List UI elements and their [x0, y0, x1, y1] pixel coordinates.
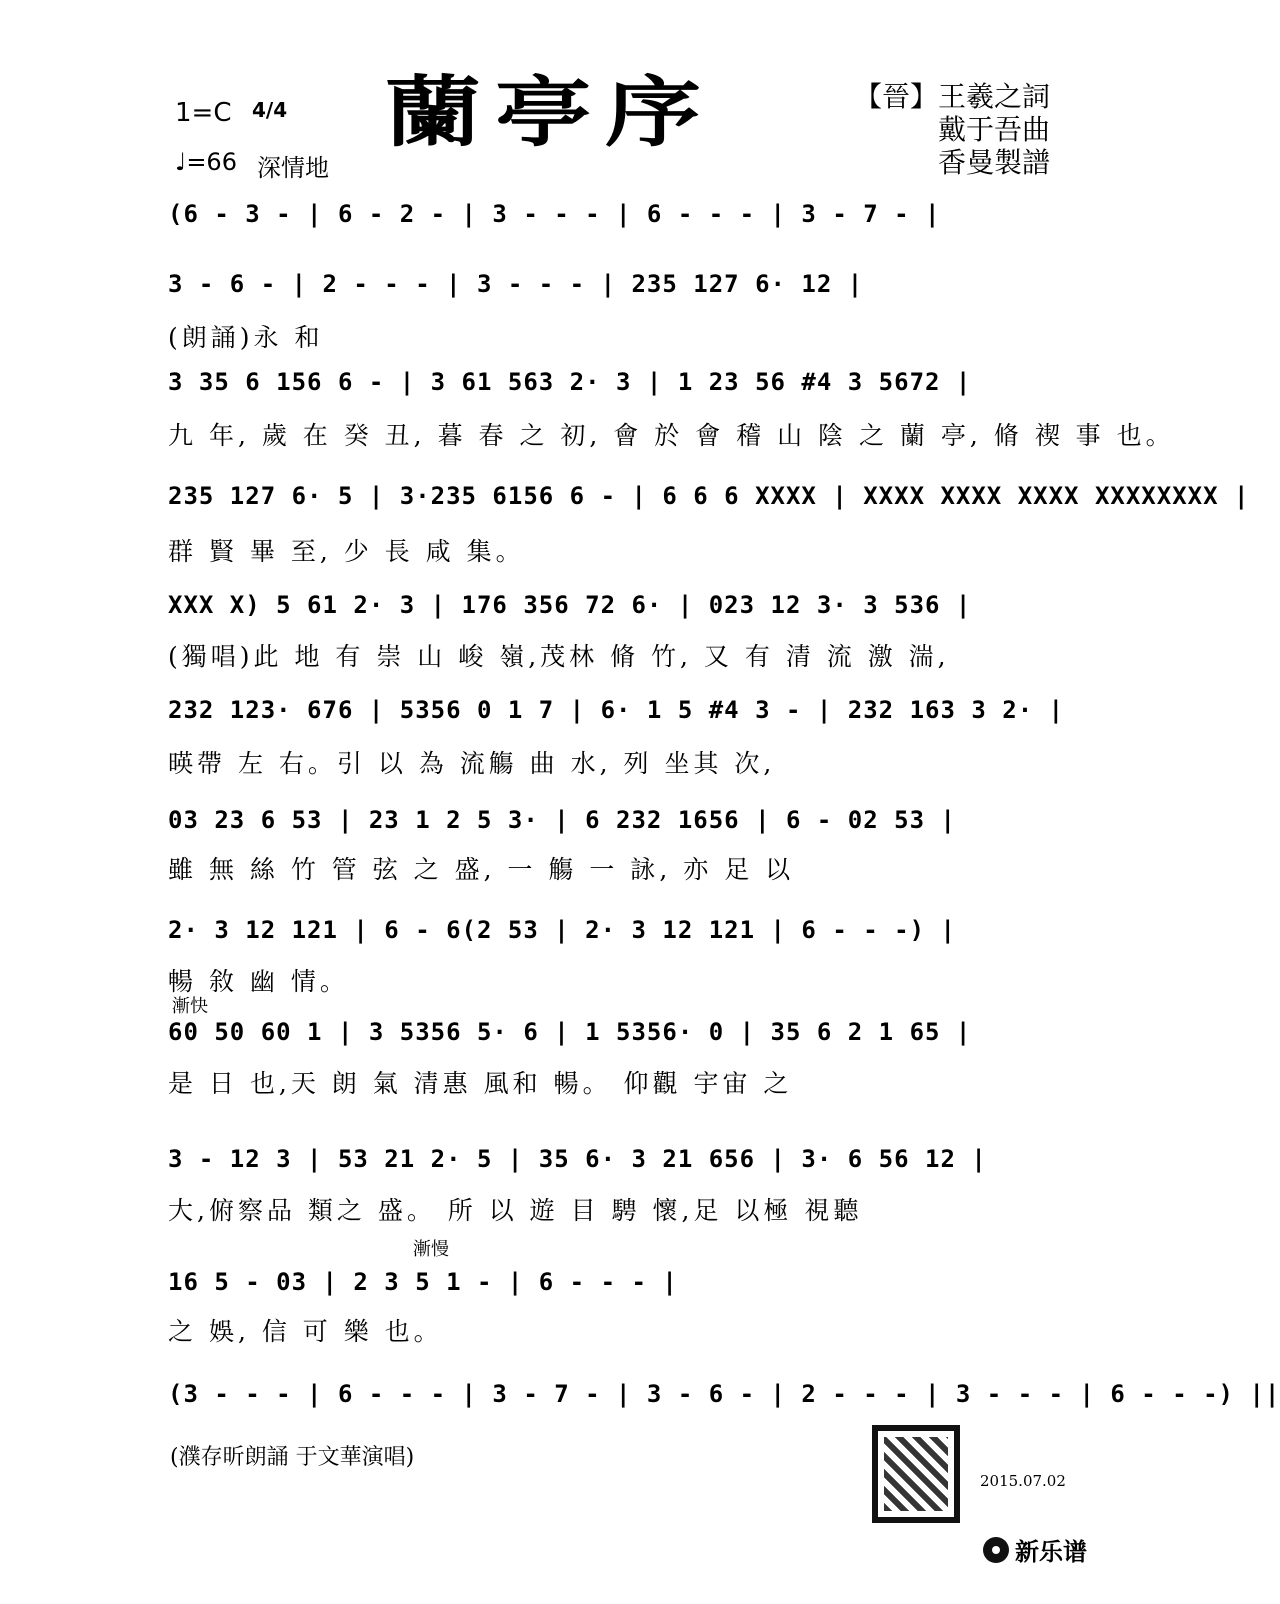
lyric-line: 之 娛, 信 可 樂 也。 [168, 1317, 443, 1346]
tempo-change-faster: 漸快 [172, 996, 208, 1017]
credits [854, 80, 1050, 179]
notation: 235 127 6· 5 | 3·235 6156 6 - | 6 6 6 XXXX | XXXX XXXX XXXX XXXXXXXX | [168, 482, 1250, 510]
seal-stamp [872, 1425, 960, 1523]
page-title: 蘭亭序 [385, 67, 715, 158]
score-line [168, 696, 1065, 778]
score-line [168, 368, 1175, 450]
score-line [168, 916, 1050, 996]
score-line [168, 1268, 1050, 1346]
notation: 60 50 60 1 | 3 5356 5· 6 | 1 5356· 0 | 35 6 2 1 65 | [168, 1018, 972, 1046]
notation: 2· 3 12 121 | 6 - 6(2 53 | 2· 3 12 121 | 6 - - -) | [168, 916, 956, 944]
arranger: 香曼製譜 [937, 146, 1050, 179]
score-line [168, 1145, 1050, 1225]
logo-text: 新乐谱 [1015, 1538, 1087, 1566]
lyricist: 【晉】王羲之詞 [853, 80, 1050, 113]
lyric-line: 大,俯察品 類之 盛。 所 以 遊 目 騁 懷,足 以極 視聽 [168, 1196, 863, 1225]
lyric-line: 九 年, 歲 在 癸 丑, 暮 春 之 初, 會 於 會 稽 山 陰 之 蘭 亭, 脩 禊 事 也。 [168, 421, 1175, 450]
lyric-line: 雖 無 絲 竹 管 弦 之 盛, 一 觴 一 詠, 亦 足 以 [168, 855, 795, 884]
notation: 03 23 6 53 | 23 1 2 5 3· | 6 232 1656 | 6 - 02 53 | [168, 806, 956, 834]
date: 2015.07.02 [980, 1472, 1066, 1490]
score-line [168, 200, 1050, 270]
time-signature: 4/4 [252, 98, 288, 122]
lyric-line: 是 日 也,天 朗 氣 清惠 風和 暢。 仰觀 宇宙 之 [168, 1069, 793, 1098]
score-line [168, 270, 1050, 352]
score-line [168, 591, 1050, 671]
score-line [168, 482, 1250, 566]
site-logo [983, 1532, 1087, 1567]
notation: XXX X) 5 61 2· 3 | 176 356 72 6· | 023 12 3· 3 536 | [168, 591, 972, 619]
notation: 3 - 6 - | 2 - - - | 3 - - - | 235 127 6· 12 | [168, 270, 864, 298]
lyric-line: 暢 敘 幽 情。 [168, 967, 349, 996]
notation: 3 35 6 156 6 - | 3 61 563 2· 3 | 1 23 56 #4 3 5672 | [168, 368, 972, 396]
lyric-line: (朗誦)永 和 [168, 323, 324, 352]
tempo-mark: ♩=66 [175, 148, 237, 176]
notation: 3 - 12 3 | 53 21 2· 5 | 35 6· 3 21 656 | 3· 6 56 12 | [168, 1145, 987, 1173]
score-line [168, 1018, 1050, 1098]
key-signature: 1=C [175, 98, 232, 128]
notation: 16 5 - 03 | 2 3 5 1 - | 6 - - - | [168, 1268, 678, 1296]
score-line [168, 806, 1050, 884]
notation: (3 - - - | 6 - - - | 3 - 7 - | 3 - 6 - | 2 - - - | 3 - - - | 6 - - -) || [168, 1380, 1280, 1408]
lyric-line: 暎帶 左 右。引 以 為 流觴 曲 水, 列 坐其 次, [168, 749, 776, 778]
disc-icon [983, 1537, 1009, 1563]
notation: (6 - 3 - | 6 - 2 - | 3 - - - | 6 - - - | 3 - 7 - | [168, 200, 941, 228]
composer: 戴于吾曲 [937, 113, 1050, 146]
tempo-change-slower: 漸慢 [413, 1239, 449, 1260]
expression-mark: 深情地 [257, 154, 329, 182]
notation: 232 123· 676 | 5356 0 1 7 | 6· 1 5 #4 3 - | 232 163 3 2· | [168, 696, 1065, 724]
lyric-line: (獨唱)此 地 有 崇 山 峻 嶺,茂林 脩 竹, 又 有 清 流 激 湍, [168, 642, 950, 671]
lyric-line: 群 賢 畢 至, 少 長 咸 集。 [168, 537, 525, 566]
performers-note: (濮存昕朗誦 于文華演唱) [170, 1445, 415, 1470]
